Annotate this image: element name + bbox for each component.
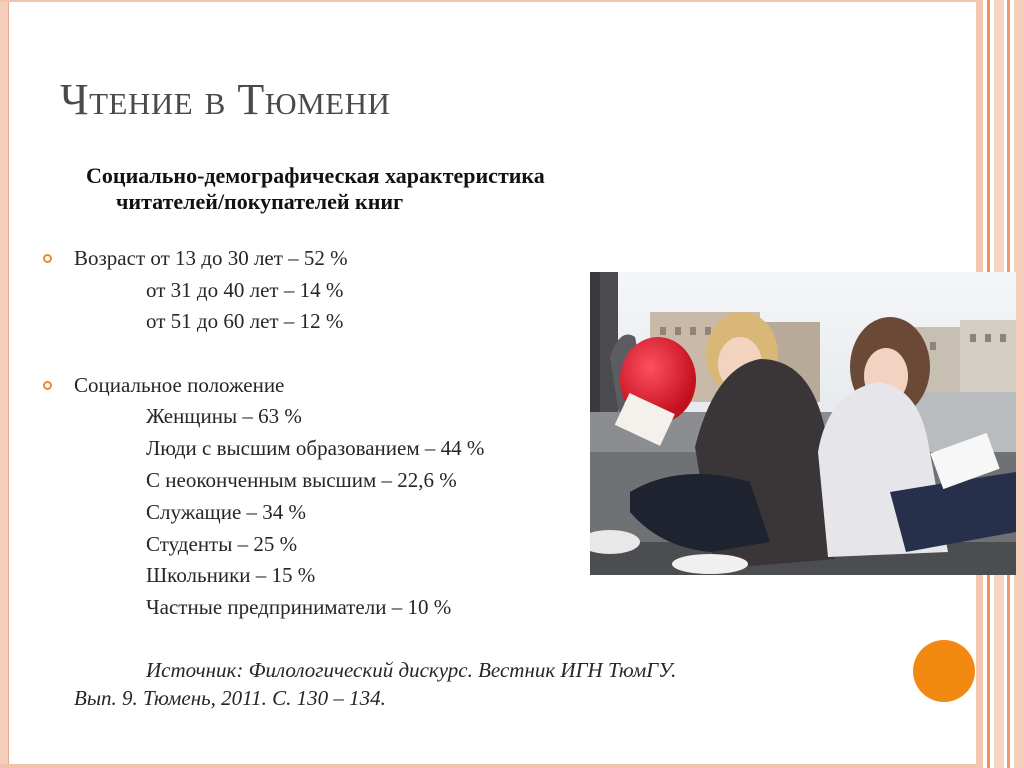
slide-frame-left <box>0 0 9 768</box>
slide-frame-top <box>0 0 1024 2</box>
age-item: от 51 до 60 лет – 12 % <box>146 309 344 333</box>
social-item: Женщины – 63 % <box>146 404 302 428</box>
circle-bullet-icon <box>43 381 52 390</box>
age-heading: Возраст от 13 до 30 лет – 52 % <box>74 246 348 270</box>
social-heading: Социальное положение <box>74 373 285 397</box>
slide-subtitle <box>86 163 726 215</box>
social-item: Школьники – 15 % <box>146 563 316 587</box>
social-item: Люди с высшим образованием – 44 % <box>146 436 485 460</box>
reading-girls-photo <box>590 272 1016 575</box>
social-item: Служащие – 34 % <box>146 500 307 524</box>
social-item: Частные предприниматели – 10 % <box>146 595 452 619</box>
slide-title: Чтение в Тюмени <box>60 75 391 124</box>
source-line-2: Вып. 9. Тюмень, 2011. С. 130 – 134. <box>74 686 386 710</box>
subtitle-line-2: читателей/покупателей книг <box>116 189 404 214</box>
circle-bullet-icon <box>43 254 52 263</box>
source-citation <box>74 656 864 712</box>
subtitle-line-1: Социально-демографическая характеристика <box>86 163 545 188</box>
social-item: Студенты – 25 % <box>146 532 298 556</box>
age-item: от 31 до 40 лет – 14 % <box>146 278 344 302</box>
source-line-1: Источник: Филологический дискурс. Вестник ИГН ТюмГУ. <box>146 658 677 682</box>
slide-frame-bottom <box>0 764 1024 768</box>
social-item: С неоконченным высшим – 22,6 % <box>146 468 457 492</box>
orange-circle-icon <box>913 640 975 702</box>
